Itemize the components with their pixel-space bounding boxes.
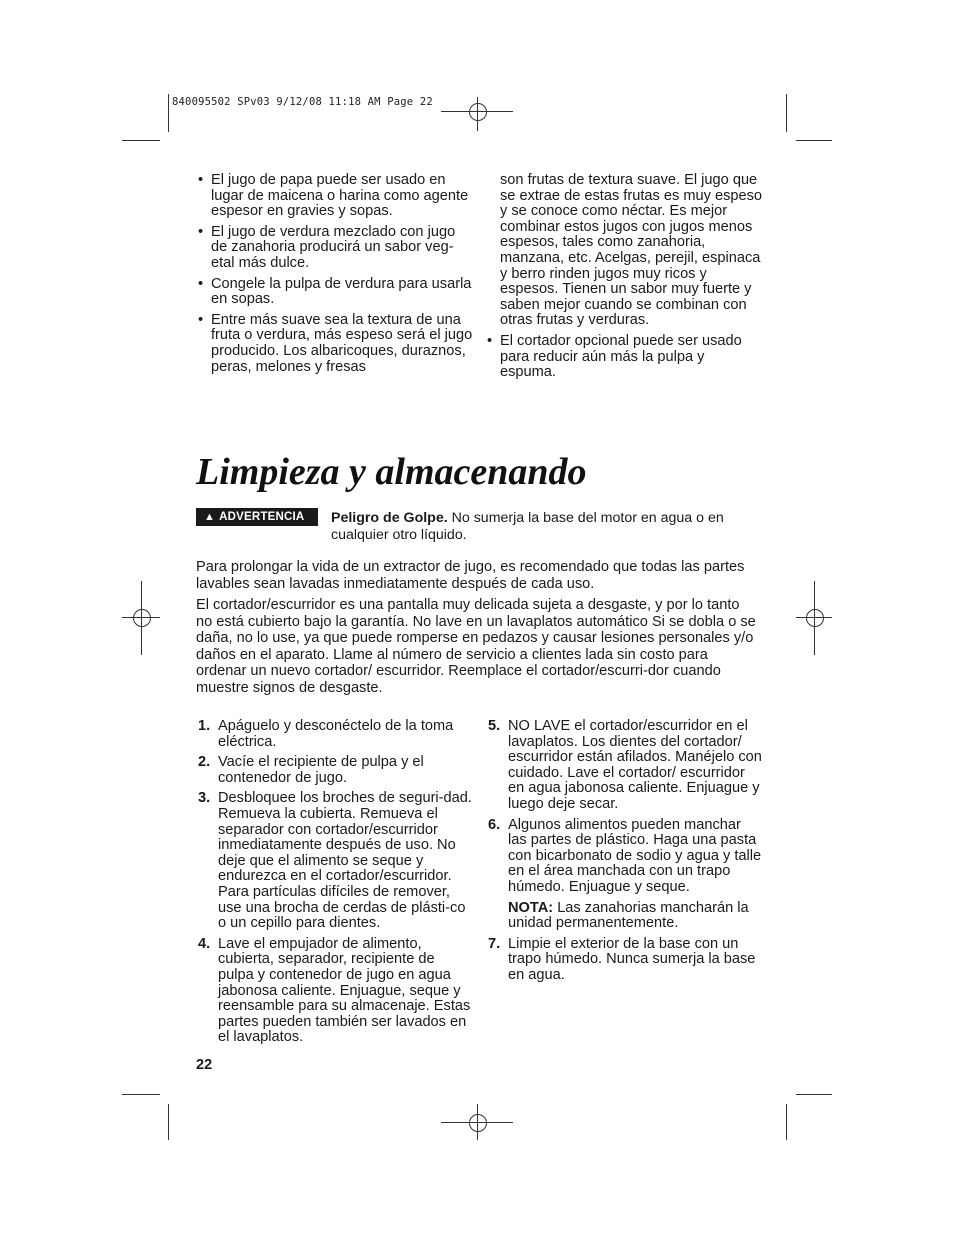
warning-heading: Peligro de Golpe. (331, 510, 448, 526)
tip-item: • Congele la pulpa de verdura para usarla en sopas. (198, 275, 472, 308)
steps-column-right (488, 719, 763, 989)
tip-item: • El jugo de papa puede ser usado en lugar de maicena o harina como agente espesor en gravies y sopas. (198, 172, 469, 220)
step-item: 2. Vacíe el recipiente de pulpa y el contenedor de jugo. (198, 754, 424, 786)
strainer-paragraph: El cortador/escurridor es una pantalla muy delicada sujeta a desgaste, y por lo tanto no está cubierto bajo la garantía. No lave en un lavaplatos automático Si se dobla o se daña, no lo use, ya que puede romperse en pedazos y causar lesiones personales y/o daños en el aparato. Llame al número de servicio a clientes lada sin costo para ordenar un nuevo cortador/ escurridor. Reemplace el cortador/escurri-dor cuando muestre signos de desgaste. (196, 597, 756, 696)
section-title: Limpieza y almacenando (196, 451, 587, 493)
steps-column-left (198, 719, 473, 1051)
step-item: 7. Limpie el exterior de la base con un trapo húmedo. Nunca sumerja la base en agua. (488, 935, 756, 983)
step-item: 4. Lave el empujador de alimento, cubierta, separador, recipiente de pulpa y contenedor de jugo en agua jabonosa caliente. Enjuague, seque y reensamble para su almacenaje. Estas partes pueden también ser lavados en el lavaplatos. (198, 935, 471, 1046)
page-number: 22 (196, 1057, 213, 1073)
warning-triangle-icon: ▲ (204, 511, 216, 523)
warning-badge: ▲ ADVERTENCIA (196, 508, 318, 526)
tip-continuation: son frutas de textura suave. El jugo que se extrae de estas frutas es muy espeso y se conoce como néctar. Es mejor combinar estos jugos con jugos menos espesos, tales como zanahoria, manzana, etc. Acelgas, perejil, espinaca y berro rinden jugos muy ricos y espesos. Tienen un sabor muy fuerte y saben mejor cuando se combinan con otras frutas y verduras. (500, 172, 763, 329)
warning-body: No sumerja la base del motor en agua o en cualquier otro líquido. (331, 510, 724, 543)
step-item: 3. Desbloquee los broches de seguri-dad. Remueva la cubierta. Remueva el separador con cortador/escurridor inmediatamente después de uso. No deje que el alimento se seque y endurezca en el cortador/escurridor. Para partículas difíciles de remover, use una brocha de cerdas de plásti-co o un cepillo para dientes. (198, 790, 472, 932)
tip-item: • Entre más suave sea la textura de una fruta o verdura, más espeso será el jugo producido. Los albaricoques, duraznos, peras, melones y fresas (198, 311, 473, 375)
tip-item: • El jugo de verdura mezclado con jugo de zanahoria producirá un sabor veg-etal más dulce. (198, 223, 456, 271)
tips-column-left (198, 173, 473, 380)
step-item: 1. Apáguelo y desconéctelo de la toma eléctrica. (198, 718, 454, 750)
step-item: 5. NO LAVE el cortador/escurridor en el lavaplatos. Los dientes del cortador/ escurridor están afilados. Manéjelo con cuidado. Lave el cortador/ escurridor en agua jabonosa caliente. Enjuague y luego deje secar. (488, 718, 762, 812)
tip-item: • El cortador opcional puede ser usado para reducir aún más la pulpa y espuma. (487, 332, 742, 381)
intro-paragraph: Para prolongar la vida de un extractor de jugo, es recomendado que todas las partes lavables sean lavadas inmediatamente después de cada uso. (196, 559, 745, 592)
step-item: 6. Algunos alimentos pueden manchar las partes de plástico. Haga una pasta con bicarbonato de sodio y agua y talle en el área manchada con un trapo húmedo. Enjuague y seque. (488, 816, 762, 895)
warning-text (331, 510, 751, 544)
step-note: NOTA: Las zanahorias mancharán la unidad permanentemente. (508, 899, 749, 932)
tips-column-right (487, 173, 763, 386)
printer-slug: 840095502 SPv03 9/12/08 11:18 AM Page 22 (172, 96, 433, 108)
